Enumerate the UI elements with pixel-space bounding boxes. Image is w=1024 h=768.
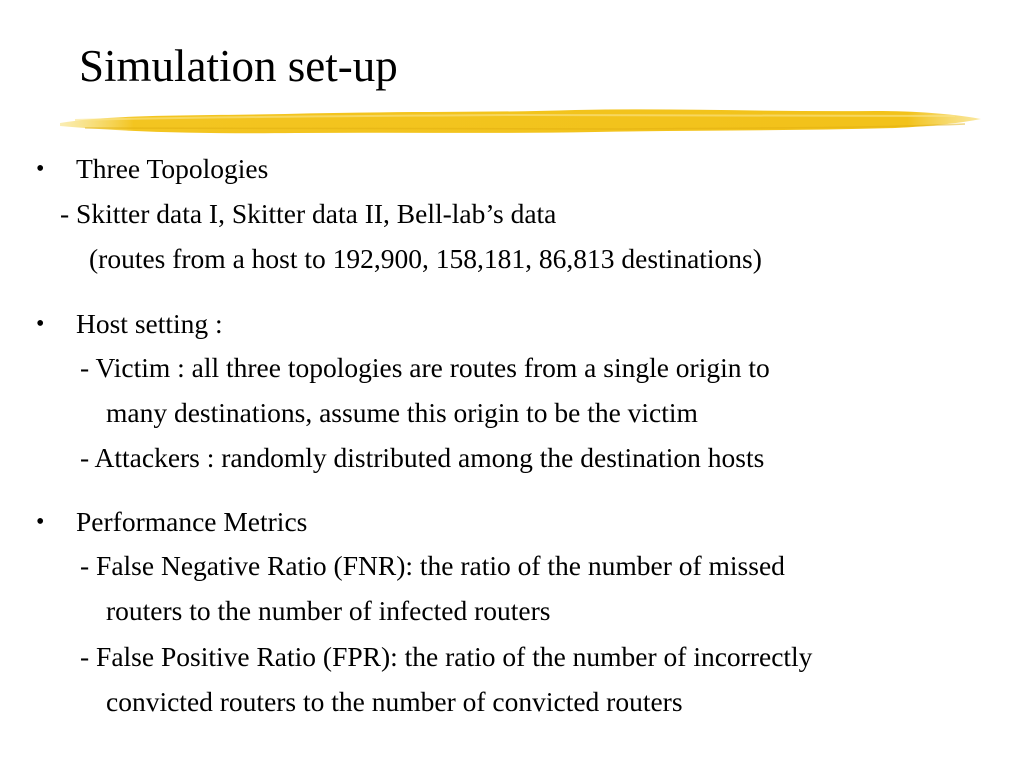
- victim-line: - Victim : all three topologies are routes from a single origin to: [80, 352, 770, 383]
- fnr-line: - False Negative Ratio (FNR): the ratio of the number of missed: [80, 550, 785, 581]
- title-underline-brush: [55, 102, 985, 142]
- fnr-continuation-line: routers to the number of infected routers: [106, 595, 551, 626]
- victim-continuation-line: many destinations, assume this origin to be the victim: [106, 397, 698, 428]
- attackers-line: - Attackers : randomly distributed among the destination hosts: [80, 442, 765, 473]
- bullet-marker: •: [36, 156, 45, 182]
- topology-routes-line: (routes from a host to 192,900, 158,181, 86,813 destinations): [89, 243, 762, 274]
- section-heading-three-topologies: Three Topologies: [76, 153, 269, 184]
- slide-title: Simulation set-up: [79, 41, 398, 91]
- bullet-marker: •: [36, 509, 45, 535]
- section-heading-host-setting: Host setting :: [76, 308, 223, 339]
- fpr-continuation-line: convicted routers to the number of convicted routers: [106, 686, 683, 717]
- bullet-marker: •: [36, 311, 45, 337]
- section-heading-performance-metrics: Performance Metrics: [76, 506, 308, 537]
- topology-list-line: - Skitter data I, Skitter data II, Bell-lab’s data: [60, 198, 557, 229]
- fpr-line: - False Positive Ratio (FPR): the ratio of the number of incorrectly: [80, 641, 813, 672]
